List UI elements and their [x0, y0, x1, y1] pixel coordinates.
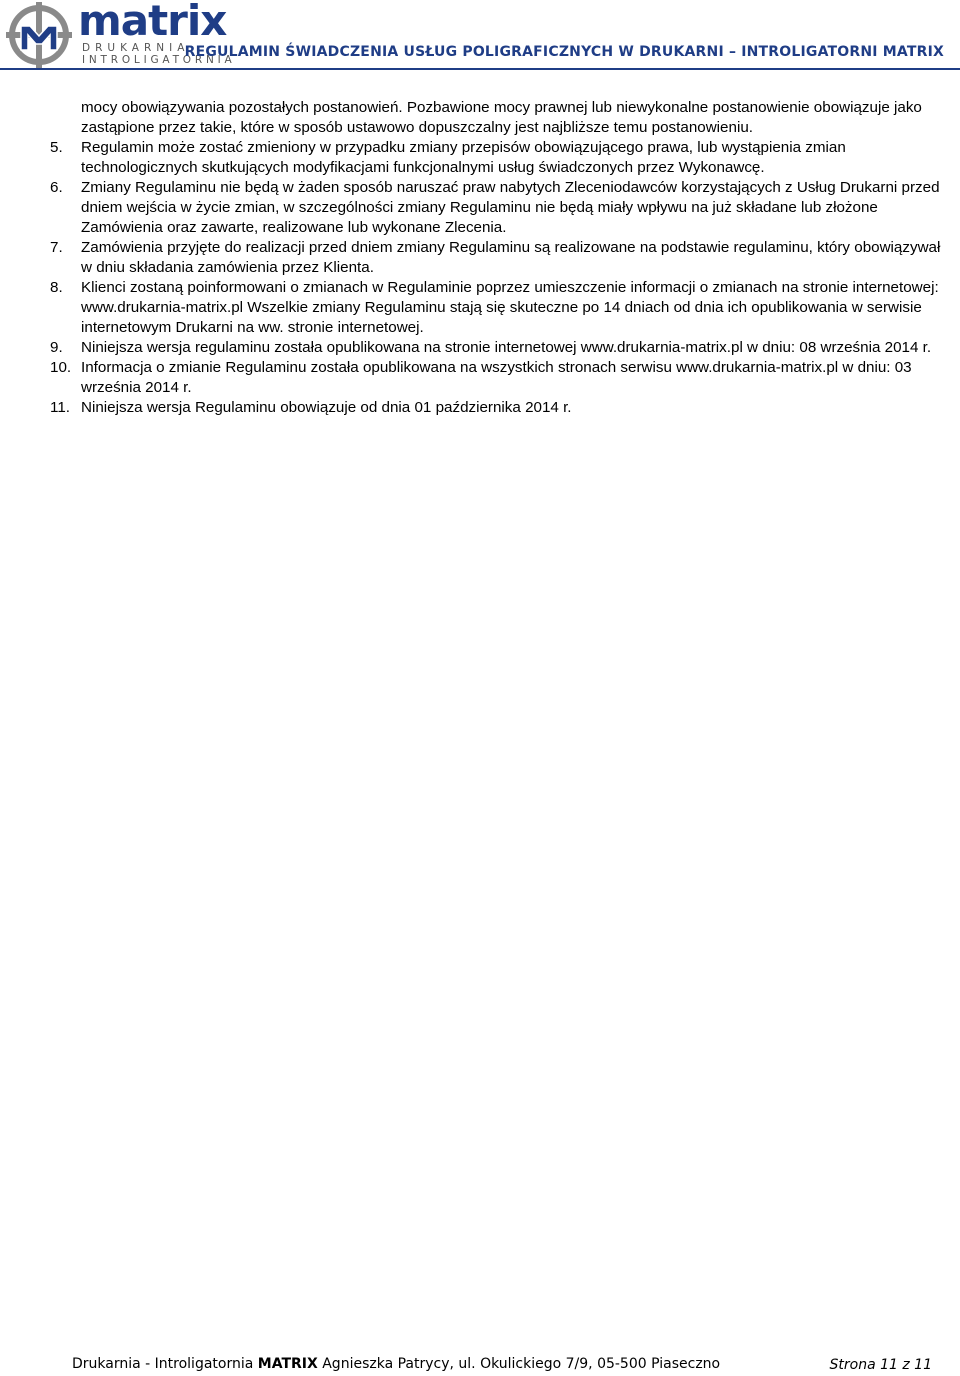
page-header	[0, 0, 960, 70]
list-item	[50, 358, 950, 398]
item-text: Niniejsza wersja regulaminu została opublikowana na stronie internetowej www.drukarnia-matrix.pl w dniu: 08 września 2014 r.	[81, 339, 932, 356]
item-text: Niniejsza wersja Regulaminu obowiązuje od dnia 01 października 2014 r.	[81, 399, 572, 416]
header-divider	[0, 68, 960, 70]
list-item	[50, 278, 950, 338]
footer-company-brand: MATRIX	[257, 1356, 318, 1372]
document-title: REGULAMIN ŚWIADCZENIA USŁUG POLIGRAFICZNYCH W DRUKARNI – INTROLIGATORNI MATRIX	[184, 44, 944, 60]
logo-wordmark: matrix	[78, 0, 227, 45]
item-text: Zamówienia przyjęte do realizacji przed dniem zmiany Regulaminu są realizowane na podstawie regulaminu, który obowiązywał w dniu składania zamówienia przez Klienta.	[81, 239, 941, 276]
item-number: 8.	[50, 279, 63, 296]
footer-company-prefix: Drukarnia - Introligatornia	[72, 1356, 254, 1372]
item-number: 5.	[50, 139, 63, 156]
list-item	[50, 138, 950, 178]
logo-subline-drukarnia: DRUKARNIA	[82, 42, 190, 54]
item-text: Klienci zostaną poinformowani o zmianach w Regulaminie poprzez umieszczenie informacji o zmianach na stronie internetowej: www.drukarnia-matrix.pl Wszelkie zmiany Regulaminu stają się skuteczne po 14 dniach od dnia ich opublikowania w serwisie internetowym Drukarni na ww. stronie internetowej.	[81, 279, 939, 336]
item-number: 9.	[50, 339, 63, 356]
item-number: 7.	[50, 239, 63, 256]
item-number: 10.	[50, 359, 72, 376]
item-text: Informacja o zmianie Regulaminu została opublikowana na wszystkich stronach serwisu www.drukarnia-matrix.pl w dniu: 03 września 2014 r.	[81, 359, 912, 396]
page-number: Strona 11 z 11	[829, 1357, 932, 1373]
list-item	[50, 178, 950, 238]
continuation-paragraph: mocy obowiązywania pozostałych postanowień. Pozbawione mocy prawnej lub niewykonalne postanowienie obowiązuje jako zastąpione przez takie, które w sposób ustawowo dopuszczalny jest najbliższe temu postanowieniu.	[81, 99, 922, 136]
item-number: 11.	[50, 399, 70, 416]
numbered-list	[50, 138, 950, 418]
crosshair-m-logo-icon	[6, 2, 72, 68]
matrix-logo	[6, 0, 236, 68]
list-item	[50, 238, 950, 278]
logo-subline-introligatornia: INTROLIGATORNIA	[82, 54, 236, 66]
list-item	[50, 338, 950, 358]
item-text: Regulamin może zostać zmieniony w przypadku zmiany przepisów obowiązującego prawa, lub wystąpienia zmian technologicznych skutkujących modyfikacjami funkcjonalnymi usług świadczonych przez Wykonawcę.	[81, 139, 846, 176]
footer-company-suffix: Agnieszka Patrycy, ul. Okulickiego 7/9, 05-500 Piaseczno	[322, 1356, 721, 1372]
item-text: Zmiany Regulaminu nie będą w żaden sposób naruszać praw nabytych Zleceniodawców korzystających z Usług Drukarni przed dniem wejścia w życie zmian, w szczególności zmiany Regulaminu nie będą miały wpływu na już składane lub złożone Zamówienia oraz zawarte, realizowane lub wykonane Zlecenia.	[81, 179, 940, 236]
document-body	[50, 98, 950, 418]
item-number: 6.	[50, 179, 63, 196]
footer-company-address	[72, 1355, 720, 1373]
list-item	[50, 398, 950, 418]
